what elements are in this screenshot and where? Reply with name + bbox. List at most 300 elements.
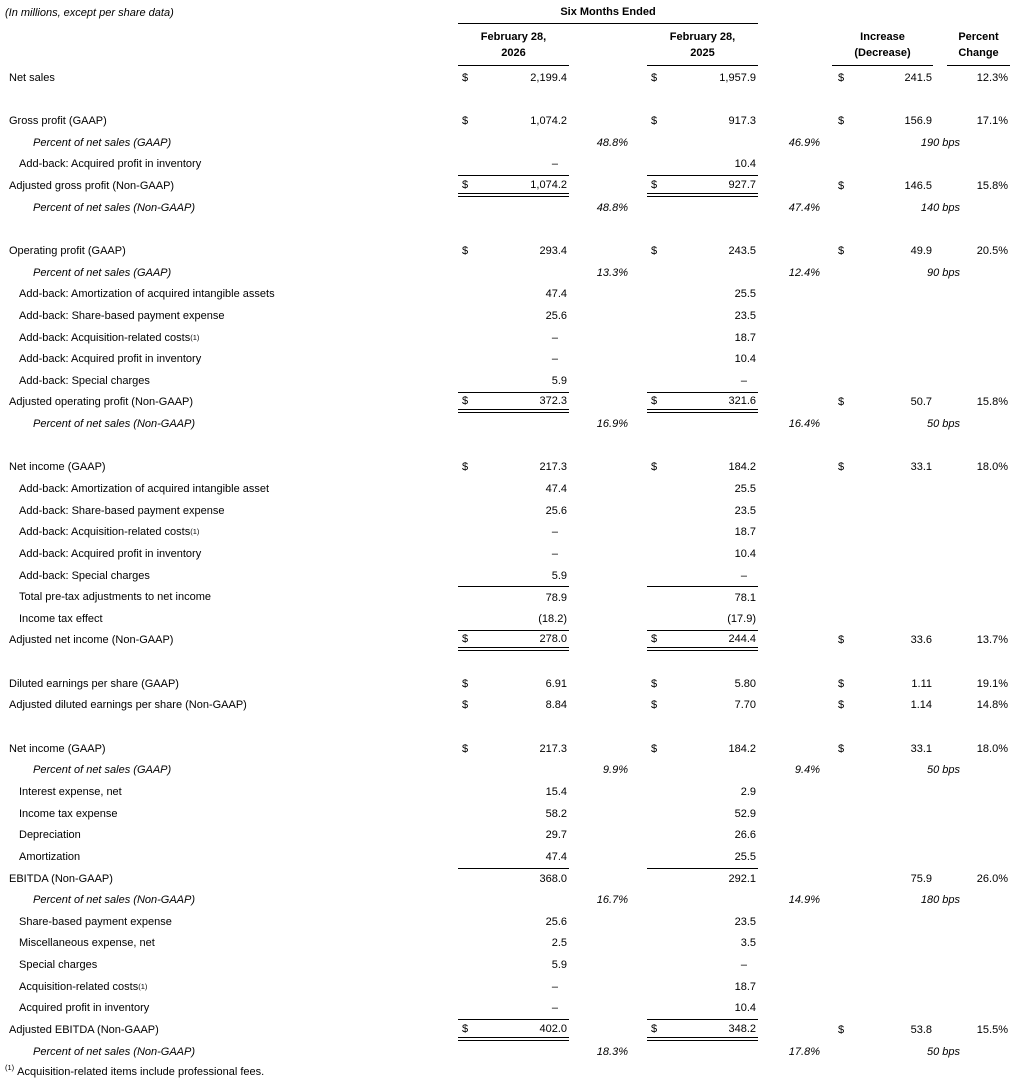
table-row xyxy=(0,846,1024,868)
row-label xyxy=(0,543,458,565)
pct-of-sales-2026 xyxy=(569,954,628,976)
row-label xyxy=(0,110,458,132)
increase-cell xyxy=(832,348,962,370)
value-2025 xyxy=(647,889,758,911)
currency-symbol: $ xyxy=(651,244,658,257)
spacer-row xyxy=(0,218,1024,240)
amount: – xyxy=(551,1002,558,1015)
value-2025 xyxy=(647,305,758,327)
value-2025 xyxy=(647,933,758,955)
currency-symbol: $ xyxy=(838,699,845,712)
column-gap xyxy=(628,608,647,630)
column-gap xyxy=(628,478,647,500)
column-gap xyxy=(628,868,647,890)
pct-of-sales-2025 xyxy=(758,630,820,652)
row-label xyxy=(0,586,458,608)
pct-change: 26.0% xyxy=(976,872,1008,885)
amount: 217.3 xyxy=(539,461,567,474)
row-label xyxy=(0,1041,458,1063)
amount: 184.2 xyxy=(728,461,756,474)
pct-of-sales-2025 xyxy=(758,392,820,414)
value-2025 xyxy=(647,760,758,782)
amount: 5.80 xyxy=(734,677,756,690)
pct-of-sales-2025 xyxy=(758,154,820,176)
column-gap xyxy=(628,327,647,349)
table-row xyxy=(0,565,1024,587)
amount: 23.5 xyxy=(734,915,756,928)
footnote-ref: (1) xyxy=(5,1063,15,1073)
row-label xyxy=(0,998,458,1020)
row-label xyxy=(0,478,458,500)
column-gap xyxy=(820,911,832,933)
value-2026 xyxy=(458,175,569,197)
pct-of-sales-2026 xyxy=(569,478,628,500)
row-label xyxy=(0,1019,458,1041)
footnote xyxy=(5,1063,265,1078)
pct-of-sales-2026 xyxy=(569,933,628,955)
value-2026 xyxy=(458,911,569,933)
column-gap xyxy=(628,500,647,522)
value-2025 xyxy=(647,413,758,435)
pct-of-sales-2025 xyxy=(758,521,820,543)
amount: – xyxy=(551,980,558,993)
column-gap xyxy=(628,110,647,132)
value-2026 xyxy=(458,565,569,587)
pct-of-sales-2025 xyxy=(758,868,820,890)
increase-cell xyxy=(832,197,962,219)
pct-of-sales-2026 xyxy=(569,824,628,846)
row-label-text: Special charges xyxy=(19,959,98,972)
pct-of-sales-2026 xyxy=(569,348,628,370)
increase-cell xyxy=(832,240,962,262)
amount: 1.14 xyxy=(910,699,932,712)
value-2025 xyxy=(647,348,758,370)
value-2025 xyxy=(647,197,758,219)
column-gap xyxy=(628,175,647,197)
amount: 1,074.2 xyxy=(530,115,567,128)
currency-symbol: $ xyxy=(651,115,658,128)
pct-change: 12.3% xyxy=(976,71,1008,84)
column-gap xyxy=(628,565,647,587)
pct-of-sales-2026 xyxy=(569,283,628,305)
value-2025 xyxy=(647,262,758,284)
pct-change xyxy=(962,348,1024,370)
value-2025 xyxy=(647,543,758,565)
currency-symbol: $ xyxy=(462,461,469,474)
table-row xyxy=(0,197,1024,219)
row-label xyxy=(0,846,458,868)
value-2026 xyxy=(458,586,569,608)
table-row xyxy=(0,695,1024,717)
row-label xyxy=(0,240,458,262)
table-row xyxy=(0,478,1024,500)
pct-of-sales-2026 xyxy=(569,370,628,392)
amount: 47.4 xyxy=(545,288,567,301)
currency-symbol: $ xyxy=(838,742,845,755)
pct-change xyxy=(962,803,1024,825)
row-label xyxy=(0,392,458,414)
column-gap xyxy=(820,1019,832,1041)
row-label xyxy=(0,370,458,392)
table-row xyxy=(0,413,1024,435)
value-2026 xyxy=(458,521,569,543)
pct-of-sales-2026 xyxy=(569,305,628,327)
column-gap xyxy=(820,348,832,370)
spacer-row xyxy=(0,89,1024,111)
column-gap xyxy=(820,457,832,479)
table-row xyxy=(0,586,1024,608)
amount: 58.2 xyxy=(545,807,567,820)
amount: 33.1 xyxy=(910,461,932,474)
row-label-text: Net sales xyxy=(9,71,55,84)
column-gap xyxy=(820,521,832,543)
increase-cell xyxy=(832,630,962,652)
value-2025 xyxy=(647,283,758,305)
amount: 368.0 xyxy=(539,873,567,886)
table-row xyxy=(0,348,1024,370)
pct-change xyxy=(962,889,1024,911)
pct-of-sales-2026: 48.8% xyxy=(596,201,628,214)
amount: 49.9 xyxy=(910,244,932,257)
value-2026 xyxy=(458,695,569,717)
pct-of-sales-2025: 9.4% xyxy=(794,764,820,777)
pct-of-sales-2026 xyxy=(569,565,628,587)
value-2025 xyxy=(647,846,758,868)
value-2026 xyxy=(458,305,569,327)
table-row xyxy=(0,824,1024,846)
column-gap xyxy=(820,132,832,154)
row-label-text: Acquired profit in inventory xyxy=(19,1002,150,1015)
value-2026 xyxy=(458,197,569,219)
column-gap xyxy=(820,695,832,717)
amount: 78.1 xyxy=(734,591,756,604)
pct-change xyxy=(962,132,1024,154)
bps-change: 50 bps xyxy=(926,418,960,431)
column-gap xyxy=(820,240,832,262)
amount: 10.4 xyxy=(734,547,756,560)
column-gap xyxy=(628,1019,647,1041)
pct-of-sales-2025 xyxy=(758,305,820,327)
row-label-text: Add-back: Acquired profit in inventory xyxy=(19,158,202,171)
row-label-text: Amortization xyxy=(19,850,81,863)
row-label-text: Add-back: Share-based payment expense xyxy=(19,309,225,322)
column-gap xyxy=(628,521,647,543)
column-gap xyxy=(820,543,832,565)
increase-cell xyxy=(832,370,962,392)
amount: – xyxy=(551,353,558,366)
table-row xyxy=(0,543,1024,565)
column-gap xyxy=(628,283,647,305)
increase-amount-line xyxy=(832,396,962,408)
column-gap xyxy=(628,695,647,717)
value-2026 xyxy=(458,933,569,955)
column-gap xyxy=(628,933,647,955)
currency-symbol: $ xyxy=(462,394,469,407)
value-2025 xyxy=(647,175,758,197)
row-label-text: Add-back: Amortization of acquired intangible assets xyxy=(19,288,275,301)
column-gap xyxy=(628,976,647,998)
table-row xyxy=(0,370,1024,392)
increase-amount-line xyxy=(832,72,962,84)
row-label-text: Depreciation xyxy=(19,829,81,842)
pct-of-sales-2026: 48.8% xyxy=(596,136,628,149)
pct-of-sales-2025 xyxy=(758,175,820,197)
pct-change: 20.5% xyxy=(976,244,1008,257)
increase-amount-line xyxy=(832,743,962,755)
column-gap xyxy=(820,673,832,695)
row-label xyxy=(0,175,458,197)
amount: 25.6 xyxy=(545,309,567,322)
row-label xyxy=(0,132,458,154)
pct-of-sales-2025 xyxy=(758,327,820,349)
amount: 53.8 xyxy=(910,1024,932,1036)
column-gap xyxy=(628,846,647,868)
amount: 10.4 xyxy=(734,1002,756,1015)
value-2026 xyxy=(458,868,569,890)
value-2026 xyxy=(458,500,569,522)
increase-cell xyxy=(832,608,962,630)
pct-of-sales-2026 xyxy=(569,673,628,695)
pct-of-sales-2026 xyxy=(569,240,628,262)
table-row xyxy=(0,760,1024,782)
table-row xyxy=(0,954,1024,976)
table-row xyxy=(0,803,1024,825)
column-gap xyxy=(820,998,832,1020)
amount: 3.5 xyxy=(740,937,756,950)
pct-of-sales-2026 xyxy=(569,521,628,543)
column-header-2026 xyxy=(458,29,569,66)
row-label xyxy=(0,760,458,782)
value-2025 xyxy=(647,673,758,695)
pct-of-sales-2025 xyxy=(758,500,820,522)
value-2026 xyxy=(458,976,569,998)
column-gap xyxy=(820,392,832,414)
row-label xyxy=(0,911,458,933)
pct-of-sales-2026: 9.9% xyxy=(602,764,628,777)
value-2026 xyxy=(458,132,569,154)
table-row xyxy=(0,327,1024,349)
row-label-text: Percent of net sales (Non-GAAP) xyxy=(33,1045,196,1058)
column-header-2026-line1: February 28, xyxy=(480,31,547,43)
increase-cell xyxy=(832,500,962,522)
period-header: Six Months Ended xyxy=(458,6,758,24)
row-label xyxy=(0,954,458,976)
currency-symbol: $ xyxy=(462,244,469,257)
table-row xyxy=(0,262,1024,284)
pct-change: 18.0% xyxy=(976,461,1008,474)
increase-cell xyxy=(832,413,962,435)
row-label xyxy=(0,67,458,89)
amount: 23.5 xyxy=(734,309,756,322)
amount: 5.9 xyxy=(551,959,567,972)
increase-amount-line xyxy=(832,873,962,885)
row-label-text: Gross profit (GAAP) xyxy=(9,115,107,128)
value-2026 xyxy=(458,1041,569,1063)
value-2025 xyxy=(647,370,758,392)
row-label-text: Percent of net sales (Non-GAAP) xyxy=(33,894,196,907)
column-gap xyxy=(628,954,647,976)
amount: 15.4 xyxy=(545,785,567,798)
value-2025 xyxy=(647,521,758,543)
pct-change xyxy=(962,608,1024,630)
increase-amount-line xyxy=(832,245,962,257)
pct-change xyxy=(962,954,1024,976)
column-gap xyxy=(628,673,647,695)
column-header-2025-line1: February 28, xyxy=(669,31,736,43)
value-2025 xyxy=(647,781,758,803)
column-gap xyxy=(628,803,647,825)
column-gap xyxy=(628,197,647,219)
increase-amount-line xyxy=(832,699,962,711)
column-gap xyxy=(628,824,647,846)
pct-of-sales-2026 xyxy=(569,738,628,760)
row-label-text: Total pre-tax adjustments to net income xyxy=(19,591,211,604)
table-row xyxy=(0,911,1024,933)
column-gap xyxy=(628,781,647,803)
value-2025 xyxy=(647,998,758,1020)
pct-of-sales-2026 xyxy=(569,976,628,998)
amount: 78.9 xyxy=(545,591,567,604)
row-label-text: Percent of net sales (Non-GAAP) xyxy=(33,201,196,214)
pct-of-sales-2026 xyxy=(569,630,628,652)
column-gap xyxy=(820,760,832,782)
pct-of-sales-2025 xyxy=(758,67,820,89)
pct-of-sales-2025 xyxy=(758,565,820,587)
row-label-text: Income tax effect xyxy=(19,612,103,625)
value-2026 xyxy=(458,608,569,630)
table-row xyxy=(0,868,1024,890)
row-label xyxy=(0,262,458,284)
pct-of-sales-2025 xyxy=(758,283,820,305)
increase-cell xyxy=(832,1041,962,1063)
pct-change xyxy=(962,500,1024,522)
amount: 52.9 xyxy=(734,807,756,820)
row-label-text: Percent of net sales (GAAP) xyxy=(33,266,172,279)
amount: (17.9) xyxy=(727,612,756,625)
amount: 25.6 xyxy=(545,915,567,928)
column-gap xyxy=(628,370,647,392)
row-label-text: Add-back: Acquired profit in inventory xyxy=(19,547,202,560)
value-2026 xyxy=(458,803,569,825)
table-row xyxy=(0,392,1024,414)
column-gap xyxy=(628,132,647,154)
table-row xyxy=(0,630,1024,652)
amount: 25.6 xyxy=(545,504,567,517)
amount: 75.9 xyxy=(910,872,932,885)
pct-change xyxy=(962,760,1024,782)
pct-of-sales-2025 xyxy=(758,478,820,500)
amount: 5.9 xyxy=(551,569,567,582)
column-gap xyxy=(628,543,647,565)
value-2026 xyxy=(458,1019,569,1041)
value-2025 xyxy=(647,695,758,717)
pct-change xyxy=(962,781,1024,803)
increase-cell xyxy=(832,933,962,955)
pct-change xyxy=(962,154,1024,176)
value-2026 xyxy=(458,110,569,132)
amount: 372.3 xyxy=(539,394,567,407)
pct-of-sales-2026: 16.9% xyxy=(596,418,628,431)
value-2026 xyxy=(458,824,569,846)
value-2025 xyxy=(647,803,758,825)
amount: 25.5 xyxy=(734,482,756,495)
row-label xyxy=(0,283,458,305)
table-row xyxy=(0,110,1024,132)
column-header-increase xyxy=(832,29,933,66)
currency-symbol: $ xyxy=(651,699,658,712)
value-2026 xyxy=(458,154,569,176)
value-2026 xyxy=(458,348,569,370)
row-label xyxy=(0,630,458,652)
pct-change: 13.7% xyxy=(976,634,1008,647)
pct-change: 17.1% xyxy=(976,115,1008,128)
pct-change xyxy=(962,478,1024,500)
increase-cell xyxy=(832,868,962,890)
row-label-text: Percent of net sales (Non-GAAP) xyxy=(33,418,196,431)
amount: 29.7 xyxy=(545,829,567,842)
increase-cell xyxy=(832,175,962,197)
row-label xyxy=(0,413,458,435)
value-2025 xyxy=(647,110,758,132)
currency-symbol: $ xyxy=(651,71,658,84)
value-2026 xyxy=(458,370,569,392)
amount: 7.70 xyxy=(734,699,756,712)
pct-change: 18.0% xyxy=(976,742,1008,755)
row-label-text: Adjusted EBITDA (Non-GAAP) xyxy=(9,1024,159,1036)
column-gap xyxy=(820,586,832,608)
currency-symbol: $ xyxy=(462,632,469,645)
increase-cell xyxy=(832,824,962,846)
column-header-increase-line1: Increase xyxy=(860,31,905,43)
row-label xyxy=(0,457,458,479)
pct-change xyxy=(962,933,1024,955)
pct-change: 14.8% xyxy=(976,699,1008,712)
value-2026 xyxy=(458,846,569,868)
table-row xyxy=(0,608,1024,630)
column-gap xyxy=(820,327,832,349)
column-gap xyxy=(628,154,647,176)
pct-of-sales-2026 xyxy=(569,392,628,414)
value-2025 xyxy=(647,976,758,998)
pct-of-sales-2025 xyxy=(758,998,820,1020)
row-label-text: Acquisition-related costs xyxy=(19,980,139,993)
column-header-increase-line2: (Decrease) xyxy=(854,47,911,59)
pct-of-sales-2026 xyxy=(569,327,628,349)
amount: – xyxy=(740,374,747,387)
increase-cell xyxy=(832,110,962,132)
column-gap xyxy=(820,175,832,197)
row-label-text: Add-back: Acquisition-related costs xyxy=(19,526,191,539)
value-2025 xyxy=(647,608,758,630)
currency-symbol: $ xyxy=(651,178,658,191)
row-label xyxy=(0,348,458,370)
column-gap xyxy=(628,262,647,284)
row-label xyxy=(0,781,458,803)
value-2025 xyxy=(647,911,758,933)
amount: 1.11 xyxy=(911,677,932,690)
column-header-percent-change xyxy=(947,29,1010,66)
amount: 146.5 xyxy=(904,180,932,193)
amount: 47.4 xyxy=(545,482,567,495)
column-gap xyxy=(820,413,832,435)
amount: 348.2 xyxy=(728,1022,756,1035)
pct-of-sales-2025 xyxy=(758,1019,820,1041)
table-row xyxy=(0,132,1024,154)
value-2026 xyxy=(458,457,569,479)
pct-change xyxy=(962,327,1024,349)
table-row xyxy=(0,500,1024,522)
amount: 244.4 xyxy=(728,632,756,645)
